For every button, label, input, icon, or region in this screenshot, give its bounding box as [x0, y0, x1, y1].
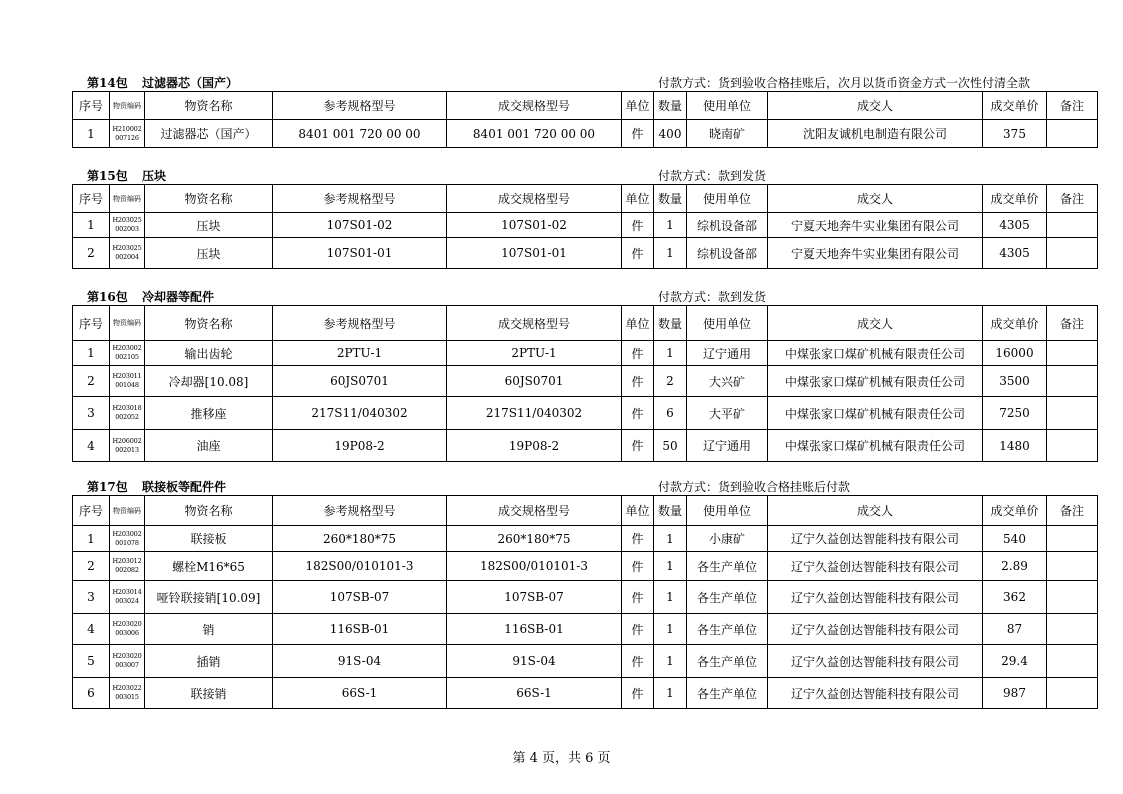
package-name: 过滤器芯（国产） [142, 76, 239, 90]
column-header-user: 使用单位 [687, 306, 768, 341]
cell-qty: 1 [654, 645, 687, 678]
package-name: 联接板等配件件 [142, 480, 227, 494]
cell-unit: 件 [622, 678, 654, 709]
cell-name: 联接板 [145, 526, 273, 552]
cell-code: H203011 001048 [110, 366, 145, 397]
cell-ref-spec: 66S-1 [273, 678, 447, 709]
cell-qty: 1 [654, 213, 687, 238]
cell-unit: 件 [622, 614, 654, 645]
cell-note [1047, 678, 1098, 709]
cell-price: 2.89 [983, 552, 1047, 581]
table-row [73, 581, 1098, 614]
cell-ref-spec: 116SB-01 [273, 614, 447, 645]
cell-name: 压块 [145, 213, 273, 238]
cell-name: 过滤器芯（国产） [145, 120, 273, 148]
cell-note [1047, 366, 1098, 397]
package-number: 第16包 [87, 290, 128, 304]
column-header-price: 成交单价 [983, 92, 1047, 120]
column-header-supplier: 成交人 [768, 306, 983, 341]
cell-qty: 1 [654, 614, 687, 645]
column-header-unit: 单位 [622, 306, 654, 341]
column-header-deal-spec: 成交规格型号 [447, 496, 622, 526]
package-title [87, 169, 166, 183]
cell-name: 哑铃联接销[10.09] [145, 581, 273, 614]
column-header-code: 物资编码 [110, 496, 145, 526]
table-row [73, 238, 1098, 269]
cell-qty: 400 [654, 120, 687, 148]
cell-code: H203025 002003 [110, 213, 145, 238]
column-header-supplier: 成交人 [768, 185, 983, 213]
cell-qty: 2 [654, 366, 687, 397]
payment-terms: 付款方式：货到验收合格挂账后付款 [658, 480, 851, 494]
cell-seq: 1 [73, 213, 110, 238]
column-header-seq: 序号 [73, 92, 110, 120]
cell-deal-spec: 107S01-02 [447, 213, 622, 238]
cell-unit: 件 [622, 645, 654, 678]
column-header-code: 物资编码 [110, 185, 145, 213]
cell-ref-spec: 2PTU-1 [273, 341, 447, 366]
column-header-note: 备注 [1047, 92, 1098, 120]
cell-qty: 1 [654, 581, 687, 614]
package-title [87, 290, 214, 304]
cell-price: 29.4 [983, 645, 1047, 678]
cell-unit: 件 [622, 430, 654, 462]
table-row [73, 678, 1098, 709]
package-header [72, 76, 1097, 90]
column-header-unit: 单位 [622, 496, 654, 526]
cell-note [1047, 552, 1098, 581]
column-header-user: 使用单位 [687, 185, 768, 213]
cell-supplier: 辽宁久益创达智能科技有限公司 [768, 614, 983, 645]
cell-unit: 件 [622, 581, 654, 614]
package-number: 第14包 [87, 76, 128, 90]
column-header-price: 成交单价 [983, 306, 1047, 341]
column-header-ref-spec: 参考规格型号 [273, 92, 447, 120]
cell-user: 大平矿 [687, 397, 768, 430]
column-header-code: 物资编码 [110, 92, 145, 120]
column-header-deal-spec: 成交规格型号 [447, 185, 622, 213]
cell-code: H203022 003015 [110, 678, 145, 709]
cell-deal-spec: 19P08-2 [447, 430, 622, 462]
cell-ref-spec: 217S11/040302 [273, 397, 447, 430]
cell-user: 辽宁通用 [687, 430, 768, 462]
package-number: 第15包 [87, 169, 128, 183]
payment-terms: 付款方式：货到验收合格挂账后，次月以货币资金方式一次性付清全款 [658, 76, 1031, 90]
payment-terms: 付款方式：款到发货 [658, 290, 767, 304]
cell-ref-spec: 8401 001 720 00 00 [273, 120, 447, 148]
cell-supplier: 沈阳友诚机电制造有限公司 [768, 120, 983, 148]
cell-note [1047, 120, 1098, 148]
cell-note [1047, 430, 1098, 462]
package-title [87, 480, 226, 494]
cell-price: 362 [983, 581, 1047, 614]
cell-seq: 6 [73, 678, 110, 709]
cell-code: H210002 007126 [110, 120, 145, 148]
cell-qty: 6 [654, 397, 687, 430]
cell-code: H203002 002105 [110, 341, 145, 366]
column-header-unit: 单位 [622, 92, 654, 120]
cell-code: H203025 002004 [110, 238, 145, 269]
table-row [73, 341, 1098, 366]
page-footer: 第 4 页，共 6 页 [512, 751, 611, 766]
cell-price: 540 [983, 526, 1047, 552]
column-header-user: 使用单位 [687, 92, 768, 120]
cell-qty: 1 [654, 341, 687, 366]
cell-qty: 50 [654, 430, 687, 462]
cell-note [1047, 238, 1098, 269]
cell-price: 375 [983, 120, 1047, 148]
cell-code: H203012 002082 [110, 552, 145, 581]
cell-deal-spec: 217S11/040302 [447, 397, 622, 430]
table-header-row [73, 306, 1098, 341]
cell-name: 销 [145, 614, 273, 645]
cell-seq: 2 [73, 552, 110, 581]
cell-price: 87 [983, 614, 1047, 645]
cell-ref-spec: 260*180*75 [273, 526, 447, 552]
cell-name: 螺栓M16*65 [145, 552, 273, 581]
cell-unit: 件 [622, 526, 654, 552]
package-header [72, 480, 1097, 494]
cell-supplier: 辽宁久益创达智能科技有限公司 [768, 645, 983, 678]
package-section [72, 76, 1097, 148]
cell-seq: 2 [73, 238, 110, 269]
cell-deal-spec: 8401 001 720 00 00 [447, 120, 622, 148]
column-header-supplier: 成交人 [768, 496, 983, 526]
cell-code: H203002 001078 [110, 526, 145, 552]
package-header [72, 290, 1097, 304]
cell-note [1047, 526, 1098, 552]
table-header-row [73, 185, 1098, 213]
cell-ref-spec: 91S-04 [273, 645, 447, 678]
cell-unit: 件 [622, 120, 654, 148]
cell-ref-spec: 19P08-2 [273, 430, 447, 462]
column-header-note: 备注 [1047, 185, 1098, 213]
package-section [72, 169, 1097, 269]
table-row [73, 614, 1098, 645]
cell-price: 1480 [983, 430, 1047, 462]
cell-unit: 件 [622, 552, 654, 581]
package-table [72, 495, 1098, 709]
cell-ref-spec: 107SB-07 [273, 581, 447, 614]
column-header-seq: 序号 [73, 496, 110, 526]
cell-deal-spec: 91S-04 [447, 645, 622, 678]
cell-note [1047, 581, 1098, 614]
package-title [87, 76, 238, 90]
cell-name: 压块 [145, 238, 273, 269]
table-row [73, 366, 1098, 397]
cell-price: 4305 [983, 213, 1047, 238]
cell-deal-spec: 260*180*75 [447, 526, 622, 552]
cell-seq: 1 [73, 526, 110, 552]
cell-user: 各生产单位 [687, 614, 768, 645]
package-table [72, 184, 1098, 269]
cell-ref-spec: 107S01-02 [273, 213, 447, 238]
package-number: 第17包 [87, 480, 128, 494]
cell-deal-spec: 107SB-07 [447, 581, 622, 614]
cell-seq: 3 [73, 397, 110, 430]
column-header-seq: 序号 [73, 185, 110, 213]
cell-unit: 件 [622, 397, 654, 430]
cell-deal-spec: 182S00/010101-3 [447, 552, 622, 581]
cell-unit: 件 [622, 366, 654, 397]
column-header-ref-spec: 参考规格型号 [273, 496, 447, 526]
column-header-price: 成交单价 [983, 496, 1047, 526]
cell-name: 联接销 [145, 678, 273, 709]
cell-supplier: 辽宁久益创达智能科技有限公司 [768, 678, 983, 709]
cell-seq: 1 [73, 341, 110, 366]
cell-deal-spec: 2PTU-1 [447, 341, 622, 366]
table-row [73, 645, 1098, 678]
column-header-user: 使用单位 [687, 496, 768, 526]
table-header-row [73, 496, 1098, 526]
cell-code: H206002 002013 [110, 430, 145, 462]
cell-ref-spec: 60JS0701 [273, 366, 447, 397]
cell-deal-spec: 60JS0701 [447, 366, 622, 397]
package-section [72, 480, 1097, 709]
cell-note [1047, 614, 1098, 645]
table-header-row [73, 92, 1098, 120]
cell-ref-spec: 107S01-01 [273, 238, 447, 269]
cell-qty: 1 [654, 526, 687, 552]
column-header-name: 物资名称 [145, 496, 273, 526]
column-header-seq: 序号 [73, 306, 110, 341]
cell-deal-spec: 107S01-01 [447, 238, 622, 269]
column-header-qty: 数量 [654, 185, 687, 213]
cell-supplier: 中煤张家口煤矿机械有限责任公司 [768, 430, 983, 462]
cell-qty: 1 [654, 238, 687, 269]
table-row [73, 120, 1098, 148]
cell-seq: 4 [73, 430, 110, 462]
cell-seq: 2 [73, 366, 110, 397]
cell-deal-spec: 116SB-01 [447, 614, 622, 645]
column-header-supplier: 成交人 [768, 92, 983, 120]
cell-price: 16000 [983, 341, 1047, 366]
column-header-code: 物资编码 [110, 306, 145, 341]
cell-seq: 1 [73, 120, 110, 148]
cell-name: 插销 [145, 645, 273, 678]
cell-supplier: 辽宁久益创达智能科技有限公司 [768, 526, 983, 552]
package-name: 冷却器等配件 [142, 290, 215, 304]
cell-deal-spec: 66S-1 [447, 678, 622, 709]
cell-user: 综机设备部 [687, 238, 768, 269]
cell-note [1047, 213, 1098, 238]
table-row [73, 552, 1098, 581]
cell-code: H203020 003006 [110, 614, 145, 645]
table-row [73, 397, 1098, 430]
column-header-note: 备注 [1047, 496, 1098, 526]
cell-user: 小康矿 [687, 526, 768, 552]
cell-price: 3500 [983, 366, 1047, 397]
cell-user: 辽宁通用 [687, 341, 768, 366]
cell-supplier: 中煤张家口煤矿机械有限责任公司 [768, 341, 983, 366]
cell-qty: 1 [654, 552, 687, 581]
table-row [73, 430, 1098, 462]
cell-unit: 件 [622, 213, 654, 238]
cell-name: 冷却器[10.08] [145, 366, 273, 397]
cell-supplier: 中煤张家口煤矿机械有限责任公司 [768, 366, 983, 397]
cell-qty: 1 [654, 678, 687, 709]
payment-terms: 付款方式：款到发货 [658, 169, 767, 183]
cell-price: 987 [983, 678, 1047, 709]
column-header-name: 物资名称 [145, 306, 273, 341]
column-header-ref-spec: 参考规格型号 [273, 306, 447, 341]
column-header-deal-spec: 成交规格型号 [447, 306, 622, 341]
cell-name: 推移座 [145, 397, 273, 430]
column-header-unit: 单位 [622, 185, 654, 213]
cell-code: H203020 003007 [110, 645, 145, 678]
cell-seq: 5 [73, 645, 110, 678]
cell-price: 4305 [983, 238, 1047, 269]
package-header [72, 169, 1097, 183]
cell-user: 大兴矿 [687, 366, 768, 397]
table-row [73, 213, 1098, 238]
package-table [72, 305, 1098, 462]
column-header-qty: 数量 [654, 496, 687, 526]
cell-user: 综机设备部 [687, 213, 768, 238]
package-section [72, 290, 1097, 462]
column-header-deal-spec: 成交规格型号 [447, 92, 622, 120]
column-header-ref-spec: 参考规格型号 [273, 185, 447, 213]
column-header-price: 成交单价 [983, 185, 1047, 213]
cell-supplier: 中煤张家口煤矿机械有限责任公司 [768, 397, 983, 430]
cell-seq: 4 [73, 614, 110, 645]
cell-supplier: 辽宁久益创达智能科技有限公司 [768, 552, 983, 581]
cell-user: 各生产单位 [687, 678, 768, 709]
cell-user: 各生产单位 [687, 645, 768, 678]
cell-supplier: 宁夏天地奔牛实业集团有限公司 [768, 238, 983, 269]
column-header-name: 物资名称 [145, 92, 273, 120]
cell-supplier: 宁夏天地奔牛实业集团有限公司 [768, 213, 983, 238]
cell-unit: 件 [622, 341, 654, 366]
cell-ref-spec: 182S00/010101-3 [273, 552, 447, 581]
cell-user: 各生产单位 [687, 581, 768, 614]
column-header-qty: 数量 [654, 306, 687, 341]
column-header-qty: 数量 [654, 92, 687, 120]
package-name: 压块 [142, 169, 167, 183]
cell-unit: 件 [622, 238, 654, 269]
column-header-name: 物资名称 [145, 185, 273, 213]
cell-name: 输出齿轮 [145, 341, 273, 366]
cell-price: 7250 [983, 397, 1047, 430]
cell-user: 各生产单位 [687, 552, 768, 581]
package-table [72, 91, 1098, 148]
cell-name: 油座 [145, 430, 273, 462]
cell-code: H203014 003024 [110, 581, 145, 614]
cell-seq: 3 [73, 581, 110, 614]
cell-supplier: 辽宁久益创达智能科技有限公司 [768, 581, 983, 614]
cell-note [1047, 397, 1098, 430]
cell-note [1047, 645, 1098, 678]
cell-user: 晓南矿 [687, 120, 768, 148]
cell-code: H203018 002052 [110, 397, 145, 430]
column-header-note: 备注 [1047, 306, 1098, 341]
cell-note [1047, 341, 1098, 366]
table-row [73, 526, 1098, 552]
